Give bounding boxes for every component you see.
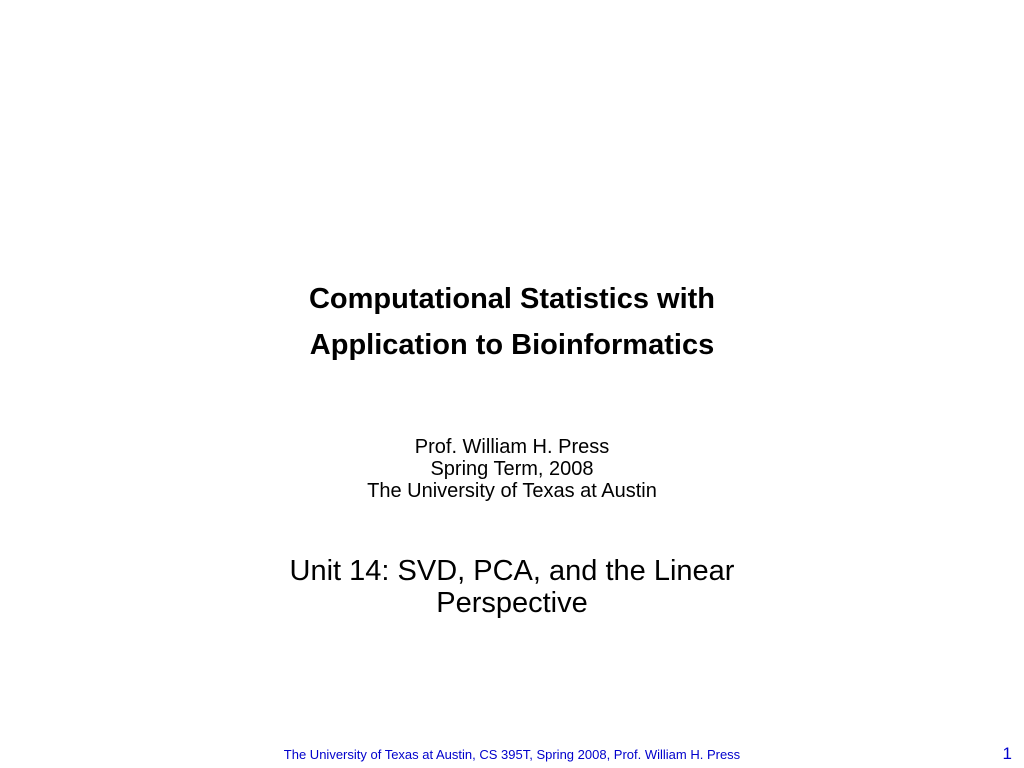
- slide-title-line-1: Computational Statistics with: [308, 283, 716, 315]
- slide-title: [0, 276, 1024, 368]
- author-name: Prof. William H. Press: [414, 436, 610, 458]
- unit-title-line-1: Unit 14: SVD, PCA, and the Linear: [289, 555, 735, 587]
- slide-title-line-2: Application to Bioinformatics: [309, 329, 715, 361]
- author-block: [0, 436, 1024, 502]
- unit-title-line-2: Perspective: [436, 587, 588, 619]
- author-institution: The University of Texas at Austin: [367, 480, 657, 502]
- slide-footer: The University of Texas at Austin, CS 395T, Spring 2008, Prof. William H. Press: [283, 747, 741, 762]
- page-number: 1: [1002, 744, 1012, 763]
- author-term: Spring Term, 2008: [430, 458, 594, 480]
- unit-title: [0, 555, 1024, 619]
